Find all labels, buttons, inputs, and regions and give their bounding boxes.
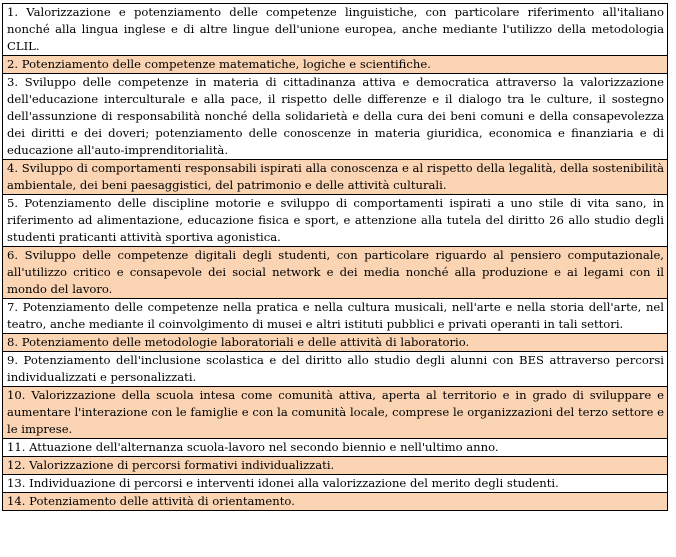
objective-cell: 8. Potenziamento delle metodologie laboratoriali e delle attività di laboratorio.: [3, 334, 668, 352]
table-row: [3, 475, 668, 493]
objective-cell: 1. Valorizzazione e potenziamento delle competenze linguistiche, con particolare riferimento all'italiano nonché alla lingua inglese e di altre lingue dell'unione europea, anche mediante l'utilizzo della metodologia CLIL.: [3, 4, 668, 56]
table-row: [3, 457, 668, 475]
table-row: [3, 387, 668, 439]
table-row: [3, 195, 668, 247]
objectives-table: [2, 3, 668, 511]
table-row: [3, 74, 668, 160]
objective-cell: 6. Sviluppo delle competenze digitali degli studenti, con particolare riguardo al pensiero computazionale, all'utilizzo critico e consapevole dei social network e dei media nonché alla produzione e ai legami con il mondo del lavoro.: [3, 247, 668, 299]
table-row: [3, 493, 668, 511]
table-row: [3, 4, 668, 56]
objective-cell: 4. Sviluppo di comportamenti responsabili ispirati alla conoscenza e al rispetto della legalità, della sostenibilità ambientale, dei beni paesaggistici, del patrimonio e delle attività culturali.: [3, 160, 668, 195]
objective-cell: 3. Sviluppo delle competenze in materia di cittadinanza attiva e democratica attraverso la valorizzazione dell'educazione interculturale e alla pace, il rispetto delle differenze e il dialogo tra le culture, il sostegno dell'assunzione di responsabilità nonché della solidarietà e della cura dei beni comuni e della consapevolezza dei diritti e dei doveri; potenziamento delle conoscenze in materia giuridica, economica e finanziaria e di educazione all'auto-imprenditorialità.: [3, 74, 668, 160]
table-row: [3, 160, 668, 195]
objective-cell: 12. Valorizzazione di percorsi formativi individualizzati.: [3, 457, 668, 475]
table-row: [3, 299, 668, 334]
table-row: [3, 247, 668, 299]
objective-cell: 10. Valorizzazione della scuola intesa come comunità attiva, aperta al territorio e in grado di sviluppare e aumentare l'interazione con le famiglie e con la comunità locale, comprese le organizzazioni del terzo settore e le imprese.: [3, 387, 668, 439]
objective-cell: 5. Potenziamento delle discipline motorie e sviluppo di comportamenti ispirati a uno stile di vita sano, in riferimento ad alimentazione, educazione fisica e sport, e attenzione alla tutela del diritto 26 allo studio degli studenti praticanti attività sportiva agonistica.: [3, 195, 668, 247]
table-row: [3, 56, 668, 74]
objective-cell: 7. Potenziamento delle competenze nella pratica e nella cultura musicali, nell'arte e nella storia dell'arte, nel teatro, anche mediante il coinvolgimento di musei e altri istituti pubblici e privati operanti in tali settori.: [3, 299, 668, 334]
objective-cell: 14. Potenziamento delle attività di orientamento.: [3, 493, 668, 511]
table-row: [3, 334, 668, 352]
objective-cell: 9. Potenziamento dell'inclusione scolastica e del diritto allo studio degli alunni con BES attraverso percorsi individualizzati e personalizzati.: [3, 352, 668, 387]
table-row: [3, 352, 668, 387]
objective-cell: 11. Attuazione dell'alternanza scuola-lavoro nel secondo biennio e nell'ultimo anno.: [3, 439, 668, 457]
objective-cell: 13. Individuazione di percorsi e interventi idonei alla valorizzazione del merito degli studenti.: [3, 475, 668, 493]
objective-cell: 2. Potenziamento delle competenze matematiche, logiche e scientifiche.: [3, 56, 668, 74]
table-row: [3, 439, 668, 457]
